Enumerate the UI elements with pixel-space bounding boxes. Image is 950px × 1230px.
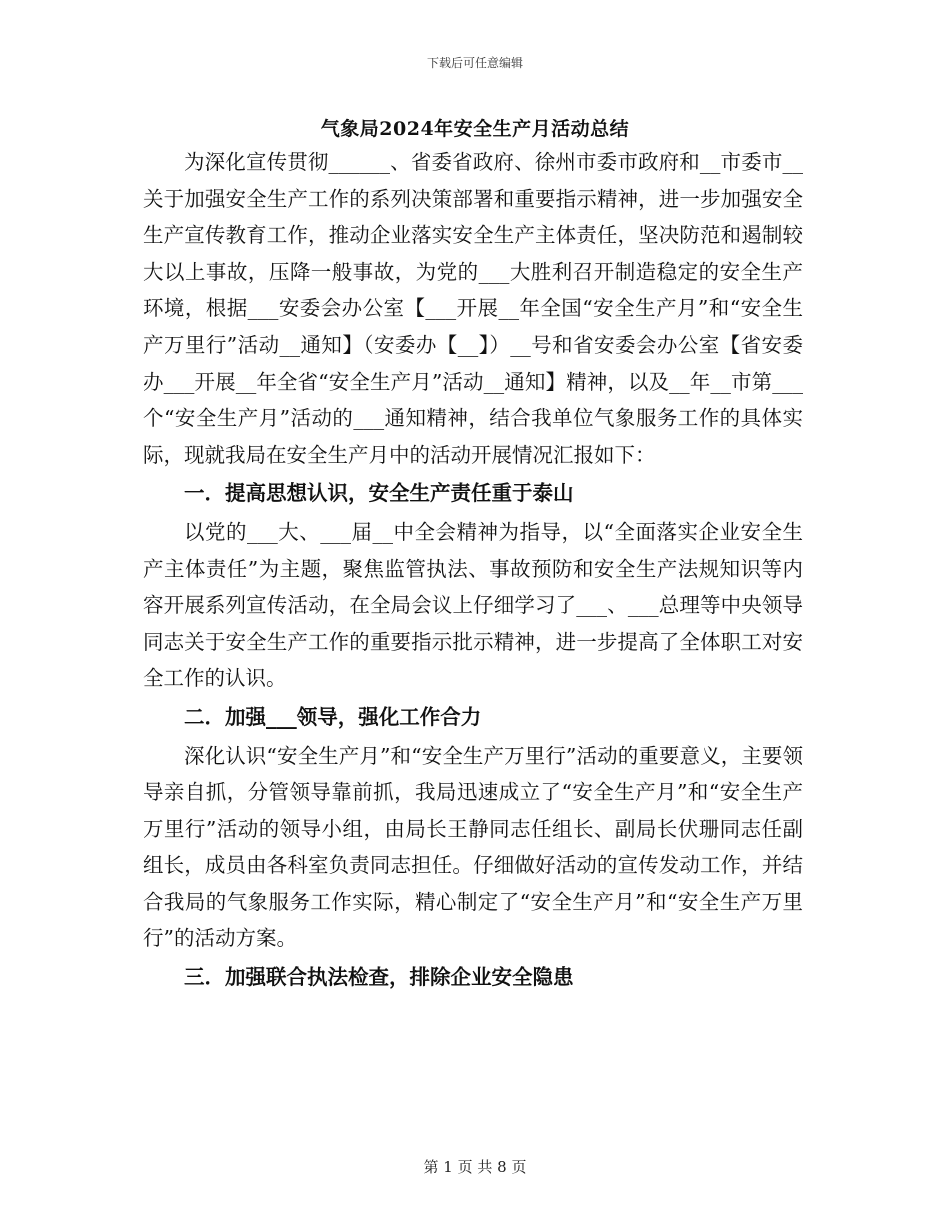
section-2-paragraph: 深化认识“安全生产月”和“安全生产万里行”活动的重要意义，主要领导亲自抓，分管领导靠前抓，我局迅速成立了“安全生产月”和“安全生产万里行”活动的领导小组，由局长王静同志任组长、副局长伏珊同志任副组长，成员由各科室负责同志担任。仔细做好活动的宣传发动工作，并结合我局的气象服务工作实际，精心制定了“安全生产月”和“安全生产万里行”的活动方案。 [143, 743, 803, 951]
section-3-heading: 三．加强联合执法检查，排除企业安全隐患 [184, 965, 574, 990]
header-note: 下载后可任意编辑 [426, 56, 523, 70]
document-title: 气象局2024年安全生产月活动总结 [320, 118, 630, 140]
document-body [143, 144, 803, 998]
section-1-heading: 一．提高思想认识，安全生产责任重于泰山 [184, 481, 574, 506]
section-1-paragraph: 以党的___大、___届__中全会精神为指导，以“全面落实企业安全生产主体责任”为主题，聚焦监管执法、事故预防和安全生产法规知识等内容开展系列宣传活动，在全局会议上仔细学习了___、___总理等中央领导同志关于安全生产工作的重要指示批示精神，进一步提高了全体职工对安全工作的认识。 [143, 519, 803, 691]
intro-paragraph: 为深化宣传贯彻______、省委省政府、徐州市委市政府和__市委市__关于加强安全生产工作的系列决策部署和重要指示精神，进一步加强安全生产宣传教育工作，推动企业落实安全生产主体责任，坚决防范和遏制较大以上事故，压降一般事故，为党的___大胜利召开制造稳定的安全生产环境，根据___安委会办公室【___开展__年全国“安全生产月”和“安全生产万里行”活动__通知】（安委办【__】）__号和省安委会办公室【省安委办___开展__年全省“安全生产月”活动__通知】精神，以及__年__市第___个“安全生产月”活动的___通知精神，结合我单位气象服务工作的具体实际，现就我局在安全生产月中的活动开展情况汇报如下： [143, 150, 803, 467]
page-footer: 第 1 页 共 8 页 [423, 1158, 527, 1176]
section-2-heading: 二．加强___领导，强化工作合力 [184, 704, 482, 729]
